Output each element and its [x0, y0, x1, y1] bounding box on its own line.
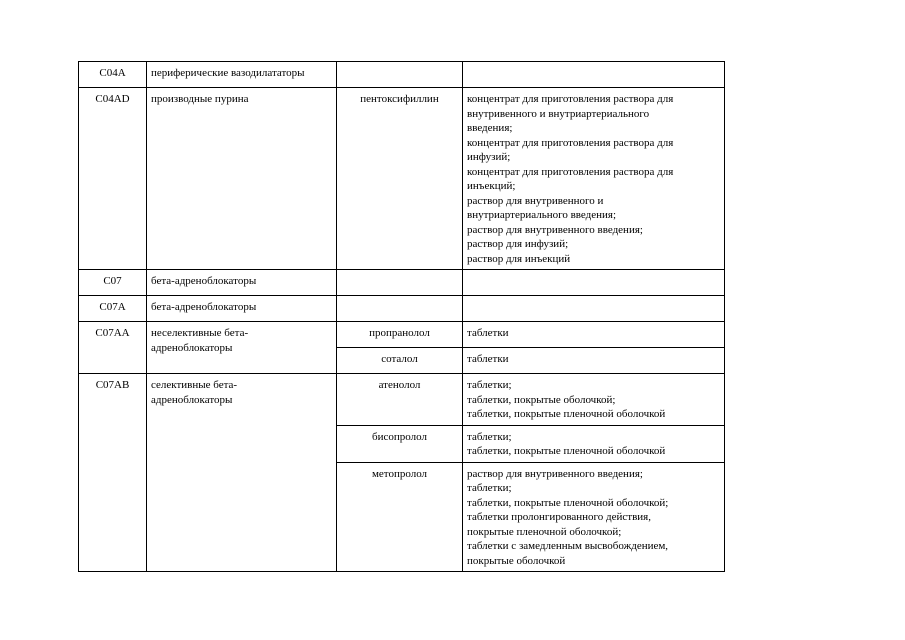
group-name-cell: производные пурина — [147, 88, 337, 270]
dosage-form-cell — [463, 374, 725, 426]
dosage-form-line: концентрат для приготовления раствора для — [467, 136, 674, 149]
group-name-line: адреноблокаторы — [151, 393, 233, 406]
dosage-form-line: таблетки, покрытые пленочной оболочкой — [467, 408, 666, 420]
dosage-form-line: внутривенного и внутриартериального — [467, 107, 650, 120]
drug-name-cell: бисопролол — [337, 425, 463, 462]
group-name-line: неселективные бета- — [151, 327, 249, 339]
dosage-form-line: таблетки; — [467, 379, 512, 391]
drug-name-cell — [337, 62, 463, 88]
dosage-form-line: раствор для внутривенного и — [467, 194, 604, 207]
dosage-form-line: раствор для внутривенного введения; — [467, 467, 643, 480]
atc-code-cell: C07A — [79, 296, 147, 322]
drug-name-cell: атенолол — [337, 374, 463, 426]
drug-name-cell: соталол — [337, 348, 463, 374]
group-name-cell: бета-адреноблокаторы — [147, 296, 337, 322]
dosage-form-cell — [463, 296, 725, 322]
atc-code-cell: C04AD — [79, 88, 147, 270]
dosage-form-line: введения; — [467, 122, 513, 134]
drug-name-cell: метопролол — [337, 462, 463, 572]
table-row — [79, 62, 725, 88]
dosage-form-line: таблетки с замедленным высвобождением, — [467, 540, 669, 552]
atc-code-cell: C07AA — [79, 322, 147, 374]
group-name-cell — [147, 322, 337, 374]
table-row — [79, 322, 725, 348]
dosage-form-line: инфузий; — [467, 151, 511, 163]
dosage-form-line: таблетки — [467, 327, 509, 339]
dosage-form-line: таблетки пролонгированного действия, — [467, 511, 651, 523]
dosage-form-line: внутриартериального введения; — [467, 209, 617, 221]
dosage-form-line: инъекций; — [467, 180, 516, 192]
dosage-form-line: покрытые оболочкой — [467, 554, 566, 567]
dosage-form-line: раствор для инфузий; — [467, 238, 569, 250]
dosage-form-line: таблетки, покрытые оболочкой; — [467, 393, 616, 406]
drug-name-cell: пропранолол — [337, 322, 463, 348]
dosage-form-cell — [463, 462, 725, 572]
atc-code-cell: C07 — [79, 270, 147, 296]
atc-code-cell: C07AB — [79, 374, 147, 572]
table-row — [79, 374, 725, 426]
dosage-form-cell — [463, 88, 725, 270]
dosage-form-line: таблетки; — [467, 482, 512, 494]
drug-list-table — [78, 61, 725, 572]
dosage-form-line: покрытые пленочной оболочкой; — [467, 525, 622, 538]
dosage-form-line: концентрат для приготовления раствора для — [467, 165, 674, 178]
atc-code-cell: C04A — [79, 62, 147, 88]
dosage-form-cell — [463, 270, 725, 296]
drug-name-cell — [337, 270, 463, 296]
dosage-form-cell — [463, 62, 725, 88]
table-row — [79, 296, 725, 322]
drug-name-cell: пентоксифиллин — [337, 88, 463, 270]
drug-name-cell — [337, 296, 463, 322]
dosage-form-line: таблетки — [467, 353, 509, 365]
dosage-form-line: таблетки, покрытые пленочной оболочкой; — [467, 496, 669, 509]
table-row — [79, 270, 725, 296]
dosage-form-line: раствор для внутривенного введения; — [467, 223, 643, 236]
dosage-form-cell — [463, 322, 725, 348]
dosage-form-line: раствор для инъекций — [467, 252, 571, 265]
dosage-form-cell — [463, 425, 725, 462]
table-row — [79, 88, 725, 270]
dosage-form-cell — [463, 348, 725, 374]
group-name-line: селективные бета- — [151, 379, 238, 391]
dosage-form-line: таблетки; — [467, 430, 512, 443]
group-name-line: адреноблокаторы — [151, 341, 233, 354]
group-name-cell: периферические вазодилататоры — [147, 62, 337, 88]
group-name-cell: бета-адреноблокаторы — [147, 270, 337, 296]
group-name-cell — [147, 374, 337, 572]
dosage-form-line: концентрат для приготовления раствора для — [467, 93, 674, 105]
dosage-form-line: таблетки, покрытые пленочной оболочкой — [467, 445, 666, 457]
